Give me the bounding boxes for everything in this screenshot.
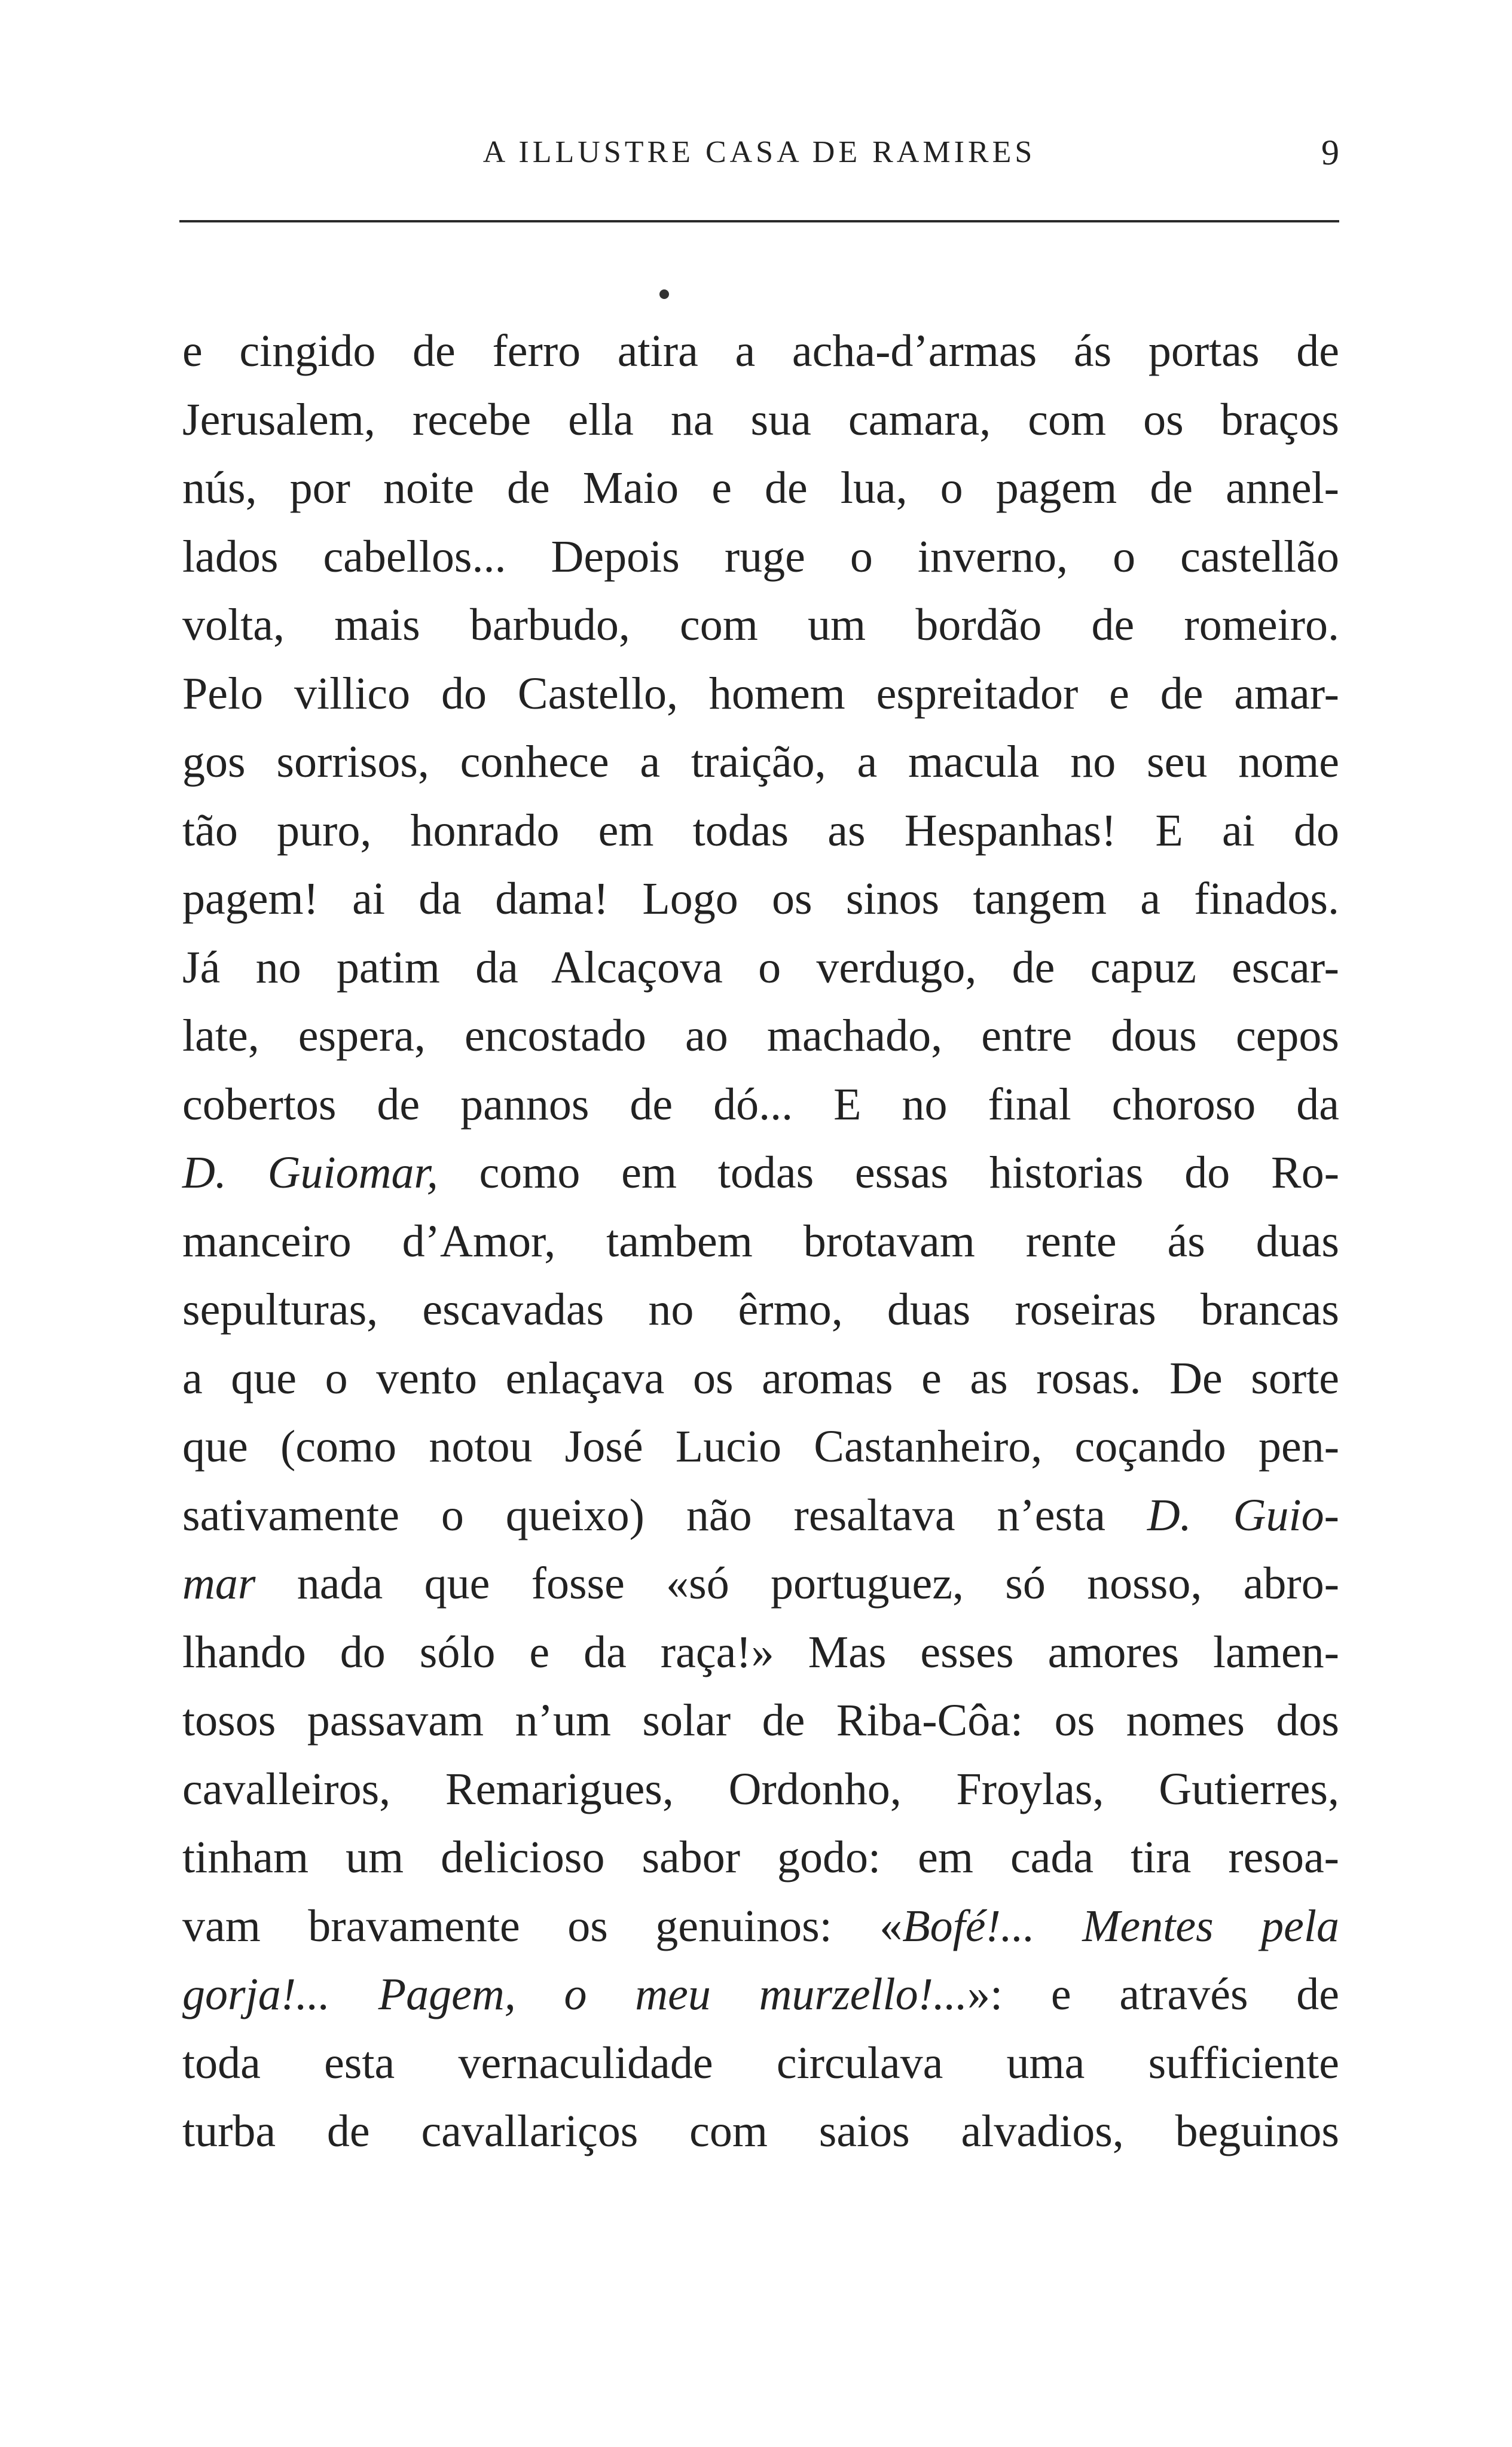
text-line (182, 1070, 1339, 1139)
text-segment: tão puro, honrado em todas as Hespanhas! E ai do (182, 805, 1339, 856)
text-segment: que (como notou José Lucio Castanheiro, coçando pen- (182, 1421, 1339, 1472)
text-line (182, 1139, 1339, 1207)
text-segment: pagem! ai da dama! Logo os sinos tangem a finados. (182, 874, 1339, 924)
text-segment: cavalleiros, Remarigues, Ordonho, Froylas, Gutierres, (182, 1763, 1339, 1814)
text-segment: gos sorrisos, conhece a traição, a macula no seu nome (182, 737, 1339, 787)
text-line (182, 933, 1339, 1002)
page-number: 9 (1321, 133, 1339, 172)
text-segment: Jerusalem, recebe ella na sua camara, com os braços (182, 394, 1339, 445)
text-line (182, 317, 1339, 386)
text-line (182, 454, 1339, 523)
running-head (179, 135, 1339, 176)
text-segment: sepulturas, escavadas no êrmo, duas roseiras brancas (182, 1284, 1339, 1335)
italic-text-segment: Bofé!... Mentes pela (902, 1900, 1339, 1951)
italic-text-segment: D. Guio- (1147, 1490, 1339, 1540)
text-segment: cobertos de pannos de dó... E no final choroso da (182, 1079, 1339, 1130)
running-title: A ILLUSTRE CASA DE RAMIRES (482, 135, 1036, 169)
text-segment: tinham um delicioso sabor godo: em cada tira resoa- (182, 1832, 1339, 1882)
text-line (182, 1892, 1339, 1961)
text-segment: nada que fosse «só portuguez, só nosso, abro- (255, 1558, 1339, 1609)
text-line (182, 591, 1339, 660)
text-segment: late, espera, encostado ao machado, entre dous cepos (182, 1011, 1339, 1061)
body-text (182, 317, 1339, 2166)
italic-text-segment: gorja!... Pagem, o meu murzello!... (182, 1969, 967, 2019)
text-line (182, 1755, 1339, 1824)
text-line (182, 1344, 1339, 1413)
text-line (182, 660, 1339, 728)
text-segment: volta, mais barbudo, com um bordão de romeiro. (182, 600, 1339, 650)
text-line (182, 1276, 1339, 1344)
text-line (182, 1549, 1339, 1618)
text-segment: manceiro d’Amor, tambem brotavam rente ás duas (182, 1216, 1339, 1267)
text-segment: Pelo villico do Castello, homem espreitador e de amar- (182, 668, 1339, 719)
italic-text-segment: D. Guiomar, (182, 1148, 438, 1198)
text-segment: sativamente o queixo) não resaltava n’esta (182, 1490, 1147, 1540)
text-segment: vam bravamente os genuinos: « (182, 1900, 903, 1951)
text-line (182, 797, 1339, 865)
text-segment: lados cabellos... Depois ruge o inverno, o castellão (182, 531, 1339, 582)
text-line (182, 1618, 1339, 1687)
text-line (182, 2029, 1339, 2098)
text-segment: toda esta vernaculidade circulava uma sufficiente (182, 2037, 1339, 2088)
text-line (182, 386, 1339, 454)
text-line (182, 1412, 1339, 1481)
text-line (182, 1823, 1339, 1892)
text-segment: Já no patim da Alcaçova o verdugo, de capuz escar- (182, 942, 1339, 993)
text-line (182, 865, 1339, 933)
text-line (182, 1960, 1339, 2029)
text-segment: tosos passavam n’um solar de Riba-Côa: os nomes dos (182, 1695, 1339, 1746)
text-segment: »: e através de (967, 1969, 1339, 2019)
text-line (182, 1002, 1339, 1070)
text-segment: nús, por noite de Maio e de lua, o pagem de annel- (182, 463, 1339, 513)
text-line (182, 1686, 1339, 1755)
text-segment: como em todas essas historias do Ro- (438, 1148, 1339, 1198)
text-line (182, 2097, 1339, 2166)
ink-dot (659, 289, 669, 299)
text-segment: lhando do sólo e da raça!» Mas esses amores lamen- (182, 1627, 1339, 1677)
text-line (182, 1207, 1339, 1276)
text-line (182, 523, 1339, 591)
text-segment: e cingido de ferro atira a acha-d’armas ás portas de (182, 326, 1339, 376)
text-line (182, 728, 1339, 797)
text-segment: a que o vento enlaçava os aromas e as rosas. De sorte (182, 1353, 1339, 1403)
text-segment: turba de cavallariços com saios alvadios, beguinos (182, 2106, 1339, 2156)
italic-text-segment: mar (182, 1558, 256, 1609)
header-rule (179, 220, 1339, 222)
text-line (182, 1481, 1339, 1550)
